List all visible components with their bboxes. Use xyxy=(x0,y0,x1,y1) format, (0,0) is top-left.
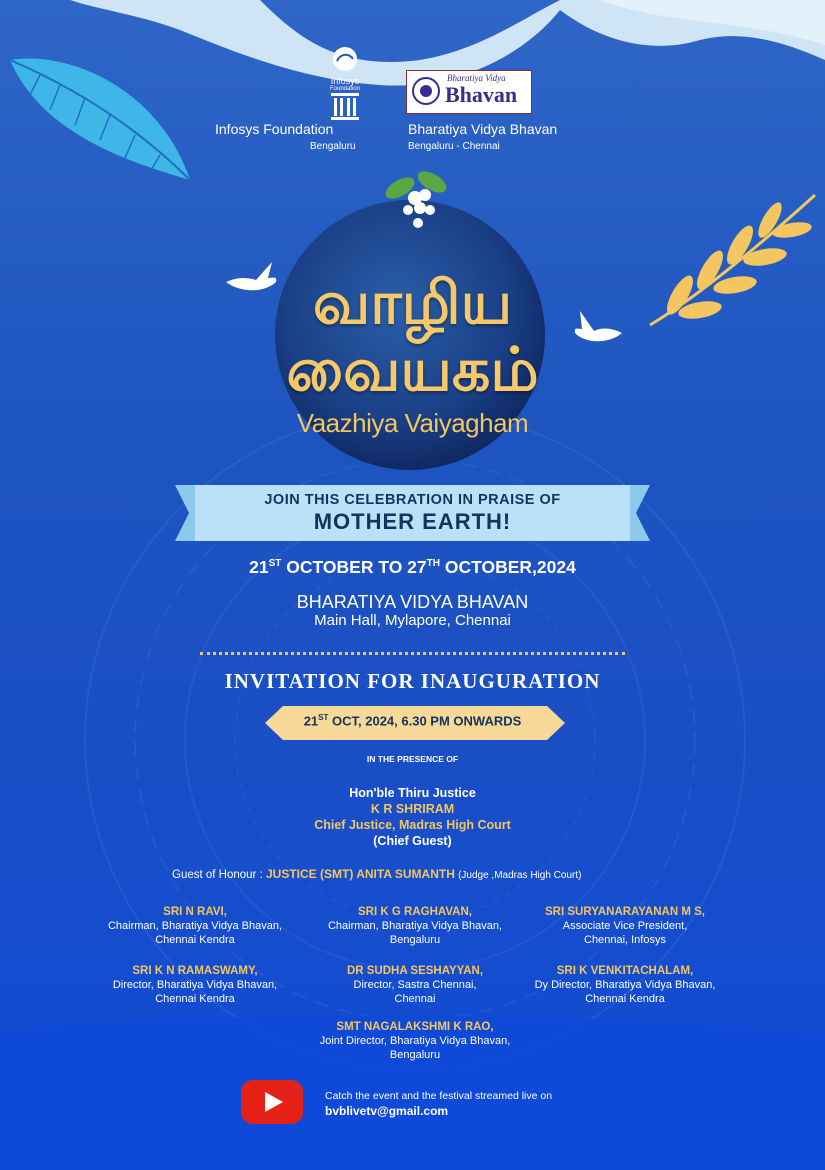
dignitary-name: DR SUDHA SESHAYYAN, xyxy=(346,965,484,977)
chief-guest-name: K R SHRIRAM xyxy=(370,802,455,816)
infosys-mark-sub: Foundation xyxy=(329,86,361,92)
invitation-heading: INVITATION FOR INAUGURATION xyxy=(224,669,601,693)
dignitary xyxy=(300,964,530,1006)
guest-of-honour xyxy=(172,867,581,881)
jasmine-flowers-icon xyxy=(380,168,460,238)
dignitary-line1: Director, Bharatiya Vidya Bhavan, xyxy=(112,979,278,991)
english-title: Vaazhiya Vaiyagham xyxy=(296,408,529,438)
dotted-divider xyxy=(200,652,625,655)
dignitary-name: SRI K N RAMASWAMY, xyxy=(132,965,258,977)
guest-of-honour-note: (Judge ,Madras High Court) xyxy=(458,870,582,881)
dates-start-day: 21 xyxy=(249,557,269,577)
dignitary-name: SRI N RAVI, xyxy=(163,906,227,918)
infosys-name: Infosys Foundation xyxy=(215,121,334,137)
bhavan-logo xyxy=(406,70,532,114)
bhavan-city: Bengaluru - Chennai xyxy=(408,141,500,152)
guest-of-honour-name: JUSTICE (SMT) ANITA SUMANTH xyxy=(265,867,455,881)
dates-middle: OCTOBER TO 27 xyxy=(286,557,427,577)
dignitary-line2: Bengaluru xyxy=(389,1049,441,1061)
event-dates xyxy=(0,557,825,578)
inauguration-rest: OCT, 2024, 6.30 PM ONWARDS xyxy=(332,713,522,729)
dignitary xyxy=(80,964,310,1006)
chief-guest-role: (Chief Guest) xyxy=(373,834,452,848)
bhavan-badge-big: Bhavan xyxy=(445,82,518,107)
infosys-city: Bengaluru xyxy=(310,141,356,152)
youtube-icon[interactable] xyxy=(241,1080,303,1124)
venue-name: BHARATIYA VIDYA BHAVAN xyxy=(296,592,529,612)
bhavan-emblem-icon xyxy=(411,76,441,106)
dignitary-line2: Bengaluru xyxy=(389,934,441,946)
dignitary-name: SRI K VENKITACHALAM, xyxy=(556,965,694,977)
dignitary xyxy=(300,905,530,947)
dignitary-line1: Chairman, Bharatiya Vidya Bhavan, xyxy=(327,920,503,932)
tamil-title-line2: வையகம் xyxy=(286,335,539,405)
dignitary-line2: Chennai Kendra xyxy=(585,993,665,1005)
tamil-title-line1: வாழிய xyxy=(312,268,513,338)
dignitary-line2: Chennai xyxy=(394,993,436,1005)
venue-address: Main Hall, Mylapore, Chennai xyxy=(314,612,511,629)
dignitary xyxy=(80,905,310,947)
inauguration-date xyxy=(0,713,825,728)
stream-email-link[interactable]: bvblivetv@gmail.com xyxy=(325,1104,449,1118)
inauguration-day: 21 xyxy=(303,713,319,729)
dates-start-sup: ST xyxy=(268,558,282,570)
dignitary-line2: Chennai Kendra xyxy=(155,934,235,946)
dignitary xyxy=(295,1020,535,1062)
bhavan-badge-small: Bharatiya Vidya xyxy=(447,73,506,83)
inauguration-day-sup: ST xyxy=(318,713,329,722)
dignitary-line2: Chennai, Infosys xyxy=(584,934,666,946)
dignitary-name: SMT NAGALAKSHMI K RAO, xyxy=(336,1021,494,1033)
dignitary-line1: Joint Director, Bharatiya Vidya Bhavan, xyxy=(319,1035,511,1047)
infosys-mark-text: Infosys xyxy=(330,76,360,86)
dignitary-line2: Chennai Kendra xyxy=(155,993,235,1005)
stream-text: Catch the event and the festival streamed live on xyxy=(325,1090,553,1102)
dignitary xyxy=(510,905,740,947)
blue-leaf-decoration xyxy=(0,40,200,190)
dignitary-line1: Dy Director, Bharatiya Vidya Bhavan, xyxy=(534,979,716,991)
dignitary-name: SRI SURYANARAYANAN M S, xyxy=(545,906,705,918)
chief-guest-prefix: Hon'ble Thiru Justice xyxy=(349,786,476,800)
dates-end-sup: TH xyxy=(426,558,440,570)
banner-line2: MOTHER EARTH! xyxy=(313,509,512,534)
dignitary-name: SRI K G RAGHAVAN, xyxy=(358,906,472,918)
chief-guest-title: Chief Justice, Madras High Court xyxy=(314,818,511,832)
dates-tail: OCTOBER,2024 xyxy=(444,557,576,577)
dignitary xyxy=(510,964,740,1006)
presence-label: IN THE PRESENCE OF xyxy=(366,754,459,764)
guest-of-honour-label: Guest of Honour : xyxy=(172,869,263,881)
banner-line1: JOIN THIS CELEBRATION IN PRAISE OF xyxy=(264,492,561,508)
dignitary-line1: Associate Vice President, xyxy=(562,920,688,932)
dignitary-line1: Chairman, Bharatiya Vidya Bhavan, xyxy=(107,920,283,932)
bhavan-name: Bharatiya Vidya Bhavan xyxy=(408,121,558,137)
dignitary-line1: Director, Sastra Chennai, xyxy=(353,979,477,991)
